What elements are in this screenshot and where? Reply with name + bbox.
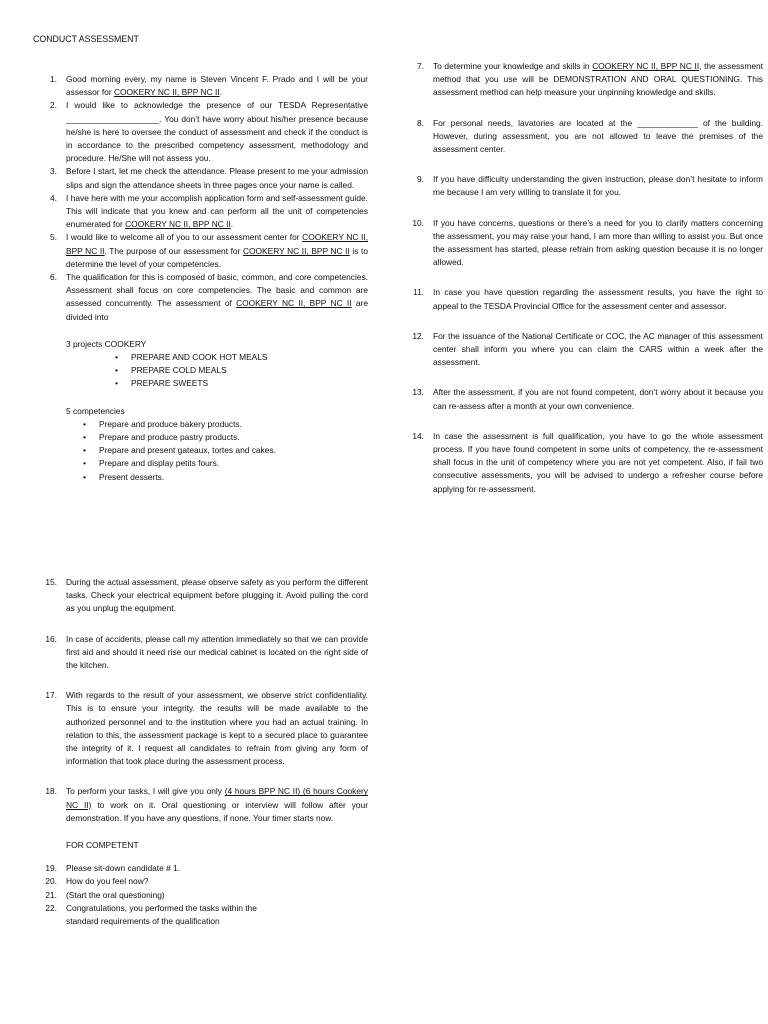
document-title: CONDUCT ASSESSMENT xyxy=(33,34,139,44)
list-item: 9. If you have difficulty understanding the given instruction, please don’t hesitate to inform me because I am very willing to translate it for you. xyxy=(417,174,763,198)
list-item: 10. If you have concerns, questions or there’s a need for you to clarify matters concerning the assessment, you may raise your hand, I am more than willing to assist you. But once the assessment has started, please refrain from asking question because it is no longer allowed. xyxy=(412,217,763,268)
list-item: 7. To determine your knowledge and skills in COOKERY NC II, BPP NC II, the assessment method that you use will be DEMONSTRATION AND ORAL QUESTIONING. This assessment method can help measure your unpinning knowledge and skills. xyxy=(417,61,763,98)
list-item: • PREPARE AND COOK HOT MEALS xyxy=(131,351,368,364)
list-item: 11. In case you have question regarding the assessment results, you have the right to appeal to the TESDA Provincial Office for the assessment center and assessor. xyxy=(412,287,763,311)
projects-list xyxy=(33,351,368,391)
list-item: 20. How do you feel now? xyxy=(45,876,149,887)
left-column-top xyxy=(33,73,368,484)
list-item: 3. Before I start, let me check the attendance. Please present to me your admission slips and sign the attendance sheets in three pages once your name is called. xyxy=(50,166,368,190)
left-column-bottom xyxy=(33,576,368,928)
list-item: • Prepare and produce bakery products. xyxy=(99,418,368,431)
list-item: 12. For the issuance of the National Certificate or COC, the AC manager of this assessment center shall inform you where you can claim the CARS within a week after the assessment. xyxy=(412,330,763,368)
list-item: • Prepare and display petits fours. xyxy=(99,457,368,470)
list-item: • Present desserts. xyxy=(99,471,368,484)
list-item: 22. Congratulations, you performed the tasks within the standard requirements of the qualification xyxy=(45,902,257,927)
list-item: 18. To perform your tasks, I will give you only (4 hours BPP NC II) (6 hours Cookery NC II) to work on it. Oral questioning or interview will follow after your demonstration. If you have any questions, if none. Your timer starts now. xyxy=(45,786,368,823)
list-item: 8. For personal needs, lavatories are located at the _____________ of the building. However, during assessment, you are not allowed to leave the premises of the assessment center. xyxy=(417,117,763,155)
list-item: • Prepare and produce pastry products. xyxy=(99,431,368,444)
list-item: 13. After the assessment, if you are not found competent, don’t worry about it because you can re-assess after a month at your own convenience. xyxy=(412,387,763,411)
list-item: 1. Good morning every, my name is Steven Vincent F. Prado and I will be your assessor for COOKERY NC II, BPP NC II. xyxy=(50,74,368,98)
list-item: 4. I have here with me your accomplish application form and self-assessment guide. This will indicate that you knew and can perform all the unit of competencies enumerated for COOKERY NC II, BPP NC II. xyxy=(50,192,368,230)
list-item: 2. I would like to acknowledge the presence of our TESDA Representative ____________________. You don’t have worry about his/her presence because he/she is here to oversee the conduct of assessment and check if the conduct is in accordance to the prescribed competency assessment, methodology and procedure. He/She will not assess you. xyxy=(50,100,368,164)
competent-heading: FOR COMPETENT xyxy=(66,840,139,851)
competencies-heading: 5 competencies xyxy=(66,405,125,416)
projects-heading: 3 projects COOKERY xyxy=(66,338,147,349)
list-item: 21. (Start the oral questioning) xyxy=(45,889,165,900)
list-item: • PREPARE SWEETS xyxy=(131,377,368,390)
list-item: 16. In case of accidents, please call my attention immediately so that we can provide first aid and should it need rise our medical cabinet is located on the right side of the kitchen. xyxy=(45,633,368,671)
right-column xyxy=(400,60,763,496)
list-item: 14. In case the assessment is full qualification, you have to go the whole assessment process. If you have found competent in some units of competency, the re-assessment shall focus in the unit of competency where you are not yet competent. Also, if fail two consecutive assessments, you will be advised to undergo a refresher course before applying for re-assessment. xyxy=(412,430,763,494)
list-item: 6. The qualification for this is composed of basic, common, and core competencies. Assessment shall focus on core competencies. The basic and common are assessed concurrently. The assessment of COOKERY NC II, BPP NC II are divided into xyxy=(50,272,368,322)
competencies-list xyxy=(33,418,368,484)
list-item: 15. During the actual assessment, please observe safety as you perform the different tasks. Check your electrical equipment before plugging it. Avoid pulling the cord as you unplug the equipment. xyxy=(45,577,368,614)
list-item: • Prepare and present gateaux, tortes and cakes. xyxy=(99,444,368,457)
list-item: 19. Please sit-down candidate # 1. xyxy=(45,863,181,874)
list-item: 17. With regards to the result of your assessment, we observe strict confidentiality. This is to ensure your integrity. the results will be made available to the authorized personnel and to the institution where you had an actual training. In relation to this, the assessment package is kept to a secured place to guarantee the integrity of it. I request all candidates to refrain from giving any form of information that took place during the assessment process. xyxy=(45,690,368,767)
list-item: 5. I would like to welcome all of you to our assessment center for COOKERY NC II, BPP NC II. The purpose of our assessment for COOKERY NC II, BPP NC II is to determine the level of your competencies. xyxy=(50,232,369,269)
list-item: • PREPARE COLD MEALS xyxy=(131,364,368,377)
